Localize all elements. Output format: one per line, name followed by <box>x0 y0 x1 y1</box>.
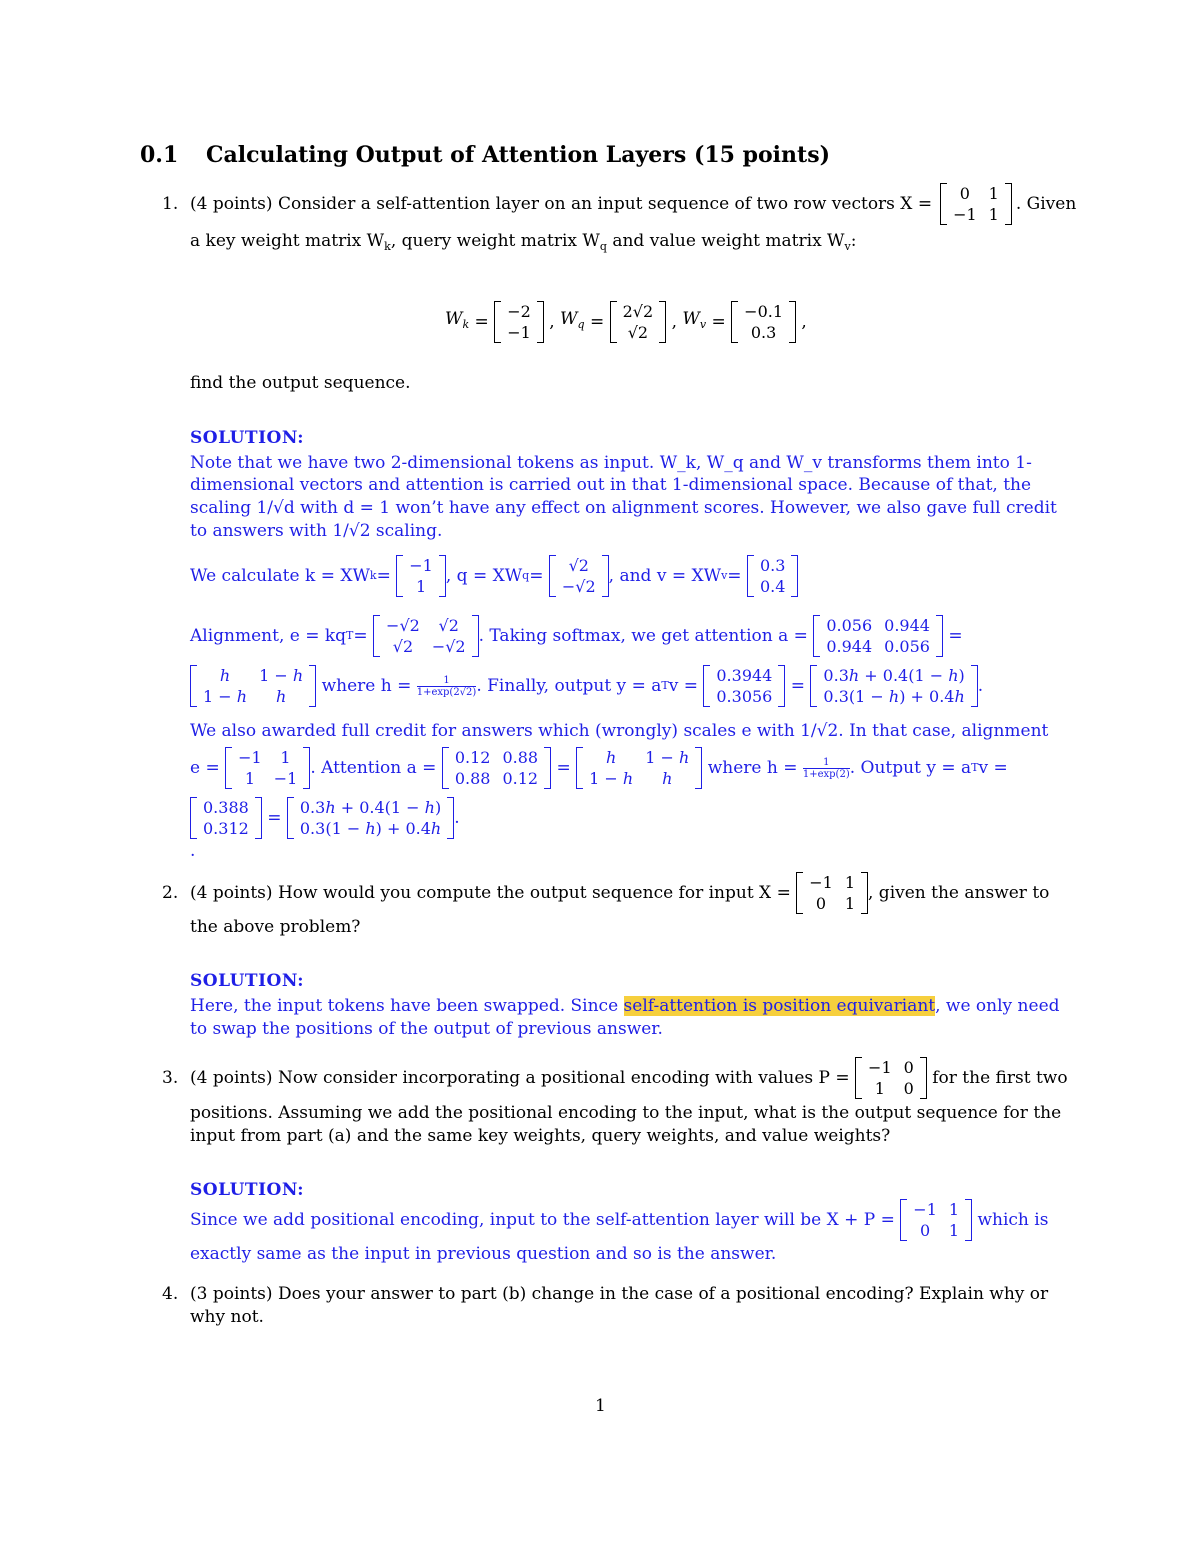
matrix-P: −1 0 1 0 <box>855 1057 927 1099</box>
matrix-Wk: −2 −1 <box>494 301 544 343</box>
q3-number: 3. <box>162 1068 179 1088</box>
q1-find: find the output sequence. <box>190 373 411 393</box>
sol1-dot: . <box>190 841 196 861</box>
sol1-calc-line: We calculate k = XW k = −1 1 , q = XW q = √2 −√2 , and v = XW v = 0.3 0.4 <box>190 550 798 602</box>
q2-line2: the above problem? <box>190 917 361 937</box>
matrix-y-scaled: 0.388 0.312 <box>190 797 262 839</box>
matrix-e-scaled: −1 1 1 −1 <box>225 747 310 789</box>
matrix-k: −1 1 <box>396 555 446 597</box>
matrix-v: 0.3 0.4 <box>747 555 798 597</box>
matrix-e: −√2 √2 √2 −√2 <box>373 615 479 657</box>
matrix-X-plus-P: −1 1 0 1 <box>900 1199 972 1241</box>
q2-line1: (4 points) How would you compute the output sequence for input X = −1 1 0 1 , given the answer to <box>190 873 1050 913</box>
matrix-X: 0 1 −1 1 <box>940 183 1012 225</box>
matrix-y-scaled-expr: 0.3h + 0.4(1 − h) 0.3(1 − h) + 0.4h <box>287 797 454 839</box>
sol2-line1: Here, the input tokens have been swapped. Since self-attention is position equivariant, we only need <box>190 996 1060 1016</box>
q1-line2: a key weight matrix $W_k$, query weight matrix $W_q$ and value weight matrix $W_v$: <box>190 231 857 253</box>
q3-line1: (4 points) Now consider incorporating a positional encoding with values P = −1 0 1 0 for the first two <box>190 1058 1068 1098</box>
section-heading <box>140 142 830 168</box>
q4-line1: (3 points) Does your answer to part (b) change in the case of a positional encoding? Explain why or <box>190 1284 1049 1304</box>
sol1-also-line3: 0.388 0.312 = 0.3h + 0.4(1 − h) 0.3(1 − h) + 0.4h . <box>190 792 460 844</box>
q4-line2: why not. <box>190 1307 264 1327</box>
sol1-also-line2: e = −1 1 1 −1 . Attention a = 0.12 0.88 0.88 0.12 = h 1 − h 1 − h h where h = $\frac{1}{1+\exp(2)}$ . Output y = a T v = <box>190 748 1008 788</box>
highlighted-phrase: self-attention is position equivariant <box>623 996 936 1016</box>
matrix-a: 0.056 0.944 0.944 0.056 <box>813 615 943 657</box>
matrix-y-expr: 0.3h + 0.4(1 − h) 0.3(1 − h) + 0.4h <box>810 665 977 707</box>
q4-number: 4. <box>162 1284 179 1304</box>
sol1-p1-line2: dimensional vectors and attention is carried out in that 1-dimensional space. Because of that, the <box>190 475 1032 495</box>
matrix-Wq: 2√2 √2 <box>610 301 667 343</box>
q3-line3: input from part (a) and the same key weights, query weights, and value weights? <box>190 1126 891 1146</box>
matrix-y: 0.3944 0.3056 <box>703 665 785 707</box>
sol2-line2: to swap the positions of the output of previous answer. <box>190 1019 663 1039</box>
sol1-p1-line1: Note that we have two 2-dimensional tokens as input. W_k, W_q and W_v transforms them into 1- <box>190 453 1032 473</box>
q1-text-b: . Given <box>1015 194 1077 214</box>
page-number: 1 <box>595 1396 606 1416</box>
section-number: 0.1 <box>140 142 179 168</box>
matrix-Wv: −0.1 0.3 <box>731 301 796 343</box>
solution-1-label: SOLUTION: <box>190 428 305 448</box>
matrix-h: h 1 − h 1 − h h <box>190 665 316 707</box>
q1-number: 1. <box>162 194 179 214</box>
matrix-X-swapped: −1 1 0 1 <box>796 872 868 914</box>
fraction-h-scaled: $\frac{1}{1+\exp(2)}$ <box>802 756 850 780</box>
sol3-line2: exactly same as the input in previous question and so is the answer. <box>190 1244 777 1264</box>
weights-equation: $W_k$ = −2 −1 , $W_q$ = 2√2 √2 , $W_v$ = −0.1 0.3 , <box>445 302 807 342</box>
sol1-final-line: h 1 − h 1 − h h where h = $\frac{1}{1+\exp(2√2)}$ . Finally, output y = a T v = 0.3944 0.3056 = 0.3h + 0.4(1 − h) 0.3(1 − h) + 0.4h . <box>190 660 983 712</box>
q1-line1 <box>190 176 1076 232</box>
q3-line2: positions. Assuming we add the positional encoding to the input, what is the output sequence for the <box>190 1103 1062 1123</box>
sol3-line1: Since we add positional encoding, input to the self-attention layer will be X + P = −1 1 0 1 which is <box>190 1200 1049 1240</box>
sol1-also-line1: We also awarded full credit for answers which (wrongly) scales e with 1/√2. In that case, alignment <box>190 721 1049 741</box>
matrix-h-scaled: h 1 − h 1 − h h <box>576 747 702 789</box>
matrix-a-scaled: 0.12 0.88 0.88 0.12 <box>442 747 551 789</box>
fraction-h: $\frac{1}{1+\exp(2√2)}$ <box>416 674 477 698</box>
sol1-p1-line4: to answers with 1/√2 scaling. <box>190 521 443 541</box>
sol1-p1-line3: scaling 1/√d with d = 1 won’t have any effect on alignment scores. However, we also gave full credit <box>190 498 1057 518</box>
solution-3-label: SOLUTION: <box>190 1180 305 1200</box>
section-title: Calculating Output of Attention Layers (15 points) <box>205 142 830 168</box>
sol1-alignment-line: Alignment, e = kq T = −√2 √2 √2 −√2 . Taking softmax, we get attention a = 0.056 0.944 0.944 0.056 = <box>190 616 963 656</box>
matrix-q: √2 −√2 <box>549 555 609 597</box>
solution-2-label: SOLUTION: <box>190 971 305 991</box>
q2-number: 2. <box>162 883 179 903</box>
q1-text-a: (4 points) Consider a self-attention layer on an input sequence of two row vectors X = <box>190 194 933 214</box>
